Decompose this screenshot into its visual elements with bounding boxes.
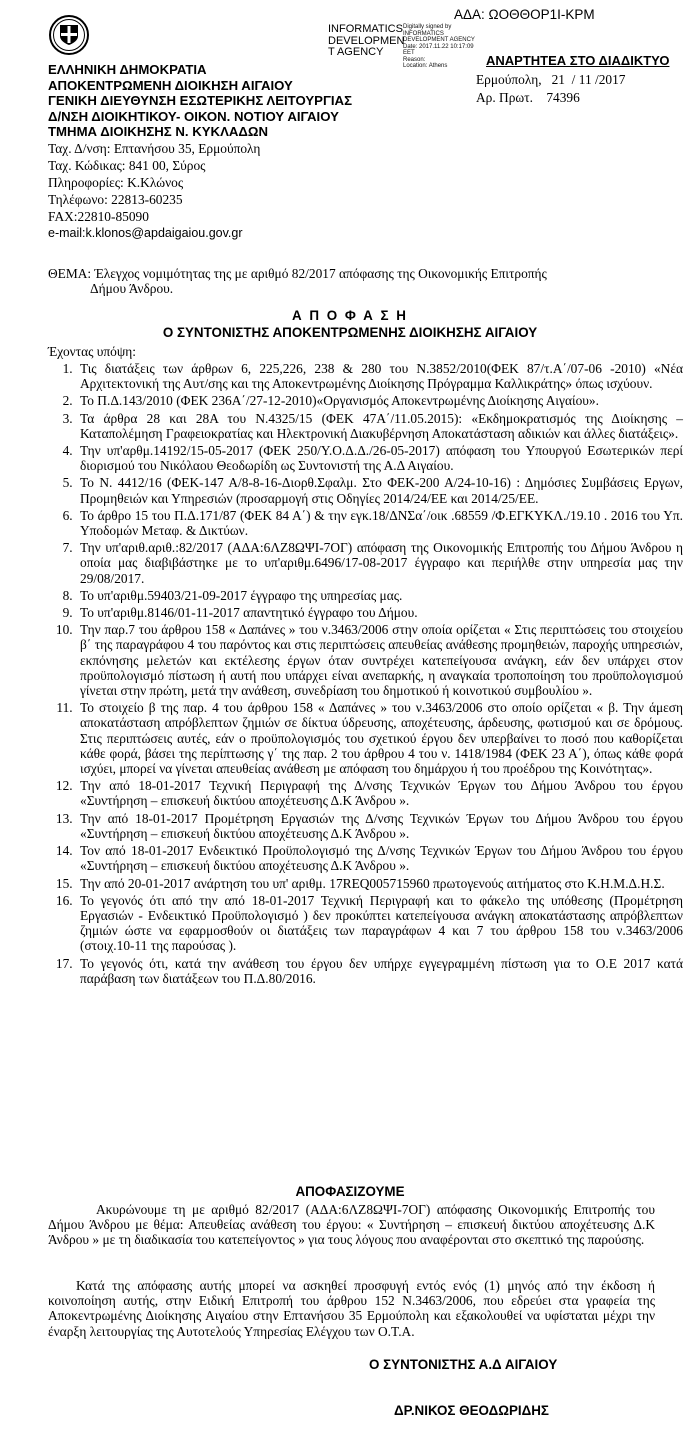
contact-block [48,140,260,242]
ada-code: ΑΔΑ: ΩΟΘΘΟΡ1Ι-ΚΡΜ [454,7,595,22]
header-line: ΕΛΛΗΝΙΚΗ ΔΗΜΟΚΡΑΤΙΑ [48,62,207,77]
consideration-item: 6. Το άρθρο 15 του Π.Δ.171/87 (ΦΕΚ 84 Α΄) & την εγκ.18/ΔΝΣα΄/οικ .68559 /Φ.ΕΓΚΥΚΛ./19.10 . 2016 του Υπ. Υποδομών Μεταφ. & Δικτύων. [76,508,683,538]
consideration-item: 4. Την υπ'αρθμ.14192/15-05-2017 (ΦΕΚ 250/Υ.Ο.Δ.Δ./26-05-2017) απόφαση του Υπουργού Εσωτερικών περί διορισμού του Νικόλαου Θεοδωρίδη ως Συντονιστή της Α.Δ Αιγαίου. [76,443,683,473]
contact-line: Ταχ. Κώδικας: 841 00, Σύρος [48,158,206,173]
signature-org-line: T AGENCY [328,46,384,58]
consideration-item: 11. Το στοιχείο β της παρ. 4 του άρθρου 158 « Δαπάνες » του ν.3463/2006 στο οποίο ορίζεται « β. Την άμεση αποκατάσταση απρόβλεπτων ζημιών σε δίκτυα ύδρευσης, αποχέτευσης, άρδευσης, φωτισμού και σε δρόμους. Στις περιπτώσεις αυτές, εάν ο προϋπολογισμός του σχετικού έργου δεν υπερβαίνει το ποσό που καθορίζεται κάθε φορά, βάσει της περίπτωσης γ΄ της παρ. 2 του άρθρου 4 του ν. 1418/1984 (ΦΕΚ 23 Α΄), όπως κάθε φορά ισχύει, μπορεί να γίνεται απευθείας ανάθεση με απόφαση του δημάρχου ή του προέδρου της Κοινότητας». [76,700,683,776]
consideration-item: 10. Την παρ.7 του άρθρου 158 « Δαπάνες » του ν.3463/2006 στην οποία ορίζεται « Στις περιπτώσεις του στοιχείου β΄ της παραγράφου 4 του παρόντος και στις περιπτώσεις απευθείας ανάθεσης προμηθειών, παροχής υπηρεσιών, εκπόνησης μελετών και εκτέλεσης έργων όταν συντρέχει κατεπείγουσα ανάγκη, εάν δεν υπάρχει στον προϋπολογισμό πίστωση ή αυτή που υπάρχει είναι ανεπαρκής, η αναγκαία τροποποίηση του προϋπολογισμού γίνεται στην πρώτη, μετά την ανάθεση, συνεδρίαση του δημοτικού ή κοινοτικού συμβουλίου ». [76,622,683,698]
consideration-item: 14. Τον από 18-01-2017 Ενδεικτικό Προϋπολογισμό της Δ/νσης Τεχνικών Έργων του Δήμου Άνδρου του έργου «Συντήρηση – επισκευή δικτύου αποχέτευσης Δ.Κ Άνδρου ». [76,843,683,873]
digital-signature-org [328,23,405,59]
consideration-item: 8. Το υπ'αριθμ.59403/21-09-2017 έγγραφο της υπηρεσίας μας. [76,588,683,603]
signature-org-line: INFORMATICS [328,23,403,35]
signature-detail-line: INFORMATICS [403,30,444,37]
greek-emblem-icon [48,14,90,56]
contact-line: Πληροφορίες: Κ.Κλώνος [48,175,184,190]
we-decide-heading: ΑΠΟΦΑΣΙΖΟΥΜΕ [295,1184,405,1199]
date-protocol-block [476,71,626,107]
consideration-item: 3. Τα άρθρα 28 και 28Α του Ν.4325/15 (ΦΕΚ 47Α΄/11.05.2015): «Εκδημοκρατισμός της Διοίκησης – Καταπολέμηση Γραφειοκρατίας και Ηλεκτρονική Διακυβέρνηση Αποκατάσταση αδικιών και άλλες διατάξεις». [76,411,683,441]
contact-line: Ταχ. Δ/νση: Επτανήσου 35, Ερμούπολη [48,141,261,156]
contact-line: FAX:22810-85090 [48,209,149,224]
internet-posting-label: ΑΝΑΡΤΗΤΕΑ ΣΤΟ ΔΙΑΔΙΚΤΥΟ [486,53,670,68]
protocol-number: Αρ. Πρωτ. 74396 [476,90,580,105]
consideration-item: 2. Το Π.Δ.143/2010 (ΦΕΚ 236Α΄/27-12-2010)«Οργανισμός Αποκεντρωμένης Διοίκησης Αιγαίου». [76,393,683,408]
decision-paragraph: Ακυρώνουμε τη με αριθμό 82/2017 (ΑΔΑ:6ΛΖ8ΩΨΙ-7ΟΓ) απόφασης Οικονομικής Επιτροπής του Δήμου Άνδρου με θέμα: Απευθείας ανάθεση του έργου: « Συντήρηση – επισκευή δικτύου αποχέτευσης Δ.Κ Άνδρου » με τη διαδικασία του κατεπείγοντος » για τους λόγους που αναφέρονται στο σκεπτικό της παρούσης. [48,1202,655,1248]
decision-subtitle: Ο ΣΥΝΤΟΝΙΣΤΗΣ ΑΠΟΚΕΝΤΡΩΜΕΝΗΣ ΔΙΟΙΚΗΣΗΣ ΑΙΓΑΙΟΥ [162,325,538,340]
signature-org-line: DEVELOPMEN [328,34,405,47]
digital-signature-details [403,24,493,70]
having-regard-label: Έχοντας υπόψη: [48,344,136,359]
consideration-item: 1. Τις διατάξεις των άρθρων 6, 225,226, 238 & 280 του Ν.3852/2010(ΦΕΚ 87/τ.Α΄/07-06 -2010) «Νέα Αρχιτεκτονική της Αυτ/σης και της Αποκεντρωμένης Διοίκησης Πρόγραμμα Καλλικράτης» όπως ισχύουν. [76,361,683,391]
header-line: ΓΕΝΙΚΗ ΔΙΕΥΘΥΝΣΗ ΕΣΩΤΕΡΙΚΗΣ ΛΕΙΤΟΥΡΓΙΑΣ [48,93,352,108]
header-line: ΤΜΗΜΑ ΔΙΟΙΚΗΣΗΣ Ν. ΚΥΚΛΑΔΩΝ [48,124,268,139]
signature-detail-line: Reason: [403,56,426,63]
decision-title: Α Π Ο Φ Α Σ Η [292,308,408,323]
issuer-header [48,62,352,140]
consideration-item: 5. Το Ν. 4412/16 (ΦΕΚ-147 Α/8-8-16-Διορθ.Σφαλμ. Στο ΦΕΚ-200 Α/24-10-16) : Δημόσιες Συμβάσεις Εργων, Προμηθειών και Υπηρεσιών (προσαρμογή στις Οδηγίες 2014/24/ΕΕ και 2014/25/ΕΕ. [76,475,683,505]
subject-line: ΘΕΜΑ: Έλεγχος νομιμότητας της με αριθμό 82/2017 απόφασης της Οικονομικής Επιτροπής [48,266,547,281]
signature-detail-line: Date: 2017.11.22 10:17:09 [403,43,474,50]
header-line: Δ/ΝΣΗ ΔΙΟΙΚΗΤΙΚΟΥ- ΟΙΚΟΝ. ΝΟΤΙΟΥ ΑΙΓΑΙΟΥ [48,108,339,124]
consideration-item: 7. Την υπ'αριθ.αριθ.:82/2017 (ΑΔΑ:6ΛΖ8ΩΨΙ-7ΟΓ) απόφαση της Οικονομικής Επιτροπής του Δήμου Άνδρου η οποία μας διαβιβάστηκε με το υπ'αριθμ.6496/17-08-2017 έγγραφο και περιήλθε στην υπηρεσία μας την 29/08/2017. [76,540,683,586]
consideration-item: 9. Το υπ'αριθμ.8146/01-11-2017 απαντητικό έγγραφο του Δήμου. [76,605,683,620]
considerations-list [48,361,683,988]
signature-detail-line: Location: Athens [403,63,448,69]
signatory-title: Ο ΣΥΝΤΟΝΙΣΤΗΣ Α.Δ ΑΙΓΑΙΟΥ [369,1357,558,1372]
consideration-item: 17. Το γεγονός ότι, κατά την ανάθεση του έργου δεν υπήρχε εγγεγραμμένη πίστωση για το Ο.Ε 2017 κατά παράβαση των διατάξεων του Π.Δ.80/2016. [76,956,683,986]
signature-detail-line: DEVELOPMENT AGENCY [403,37,475,43]
consideration-item: 16. Το γεγονός ότι από την από 18-01-2017 Τεχνική Περιγραφή και το φάκελο της υπόθεσης (Προμέτρηση Εργασιών - Ενδεικτικό Προϋπολογισμό ) δεν προκύπτει κατεπείγουσα ανάγκη αποκατάστασης απρόβλεπτων ζημιών ώστε να εφαρμοσθούν οι διατάξεις των παραγράφων 4 και 7 του άρθρου 158 του ν.3463/2006 (στοιχ.10-11 της παρούσας ). [76,893,683,954]
document-date: Ερμούπολη, 21 / 11 /2017 [476,72,626,87]
contact-line: Τηλέφωνο: 22813-60235 [48,192,183,207]
signatory-name: ΔΡ.ΝΙΚΟΣ ΘΕΟΔΩΡΙΔΗΣ [394,1403,549,1418]
contact-email: e-mail:k.klonos@apdaigaiou.gov.gr [48,226,243,240]
signature-detail-line: Digitally signed by [403,24,452,30]
consideration-item: 15. Την από 20-01-2017 ανάρτηση του υπ' αριθμ. 17REQ005715960 πρωτογενούς αιτήματος στο Κ.Η.Μ.Δ.Η.Σ. [76,876,683,891]
signature-detail-line: EET [403,50,415,56]
subject-block [48,266,648,296]
appeal-paragraph: Κατά της απόφασης αυτής μπορεί να ασκηθεί προσφυγή εντός ενός (1) μηνός από την έκδοση ή κοινοποίηση αυτής, στην Ειδική Επιτροπή του άρθρου 152 Ν.3463/2006, που εδρεύει στα γραφεία της Αποκεντρωμένης Διοίκησης Αιγαίου στην Επτανήσου 35 Ερμούπολη και εξακολουθεί να υφίσταται μέχρι την έναρξη λειτουργίας της Αυτοτελούς Υπηρεσίας Ελέγχου των Ο.Τ.Α. [48,1278,655,1339]
consideration-item: 13. Την από 18-01-2017 Προμέτρηση Εργασιών της Δ/νσης Τεχνικών Έργων του Δήμου Άνδρου του έργου «Συντήρηση – επισκευή δικτύου αποχέτευσης Δ.Κ Άνδρου ». [76,811,683,841]
header-line: ΑΠΟΚΕΝΤΡΩΜΕΝΗ ΔΙΟΙΚΗΣΗ ΑΙΓΑΙΟΥ [48,77,293,93]
subject-line: Δήμου Άνδρου. [90,281,174,297]
consideration-item: 12. Την από 18-01-2017 Τεχνική Περιγραφή της Δ/νσης Τεχνικών Έργων του Δήμου Άνδρου του έργου «Συντήρηση – επισκευή δικτύου αποχέτευσης Δ.Κ Άνδρου ». [76,778,683,808]
